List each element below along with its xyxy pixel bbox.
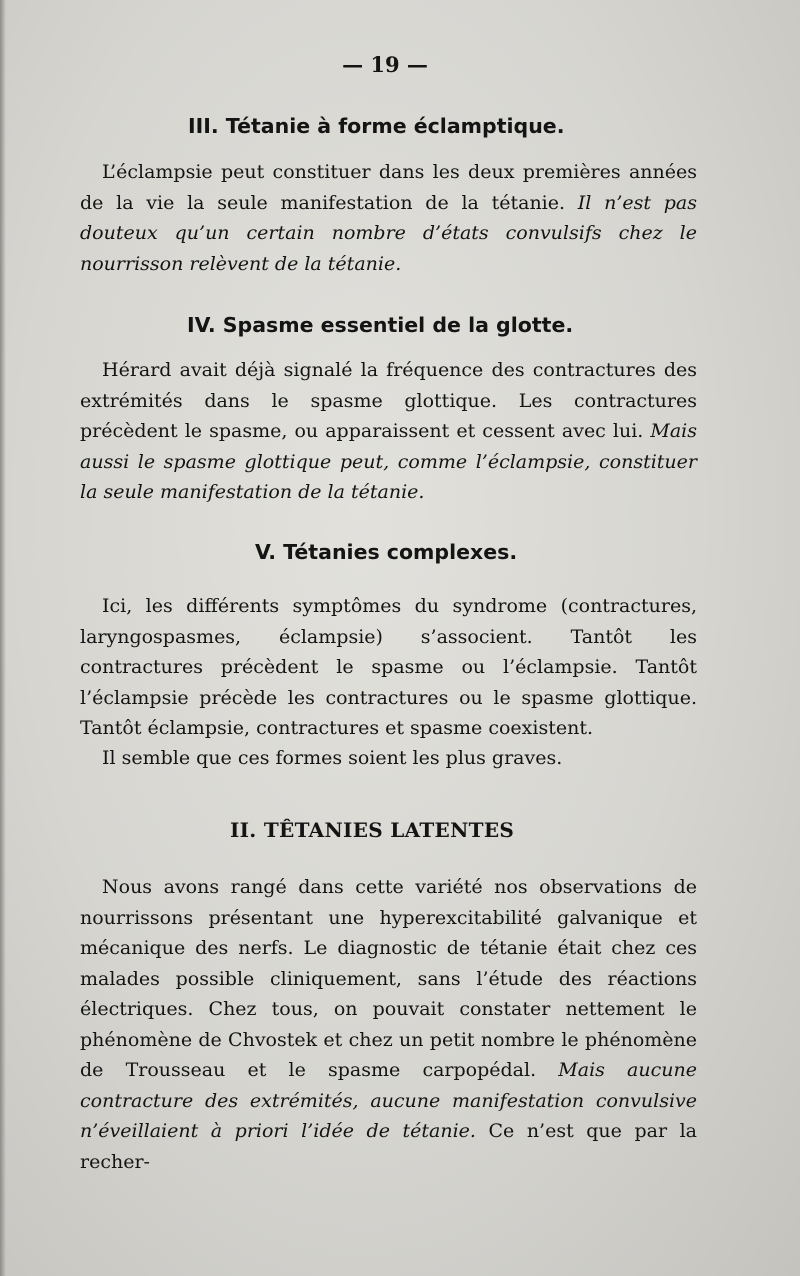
paragraph-iv-text: Hérard avait déjà signalé la fréquence des contractures des extrémités dans le spasme glottique. Les contractures précèdent le spasme, ou apparaissent et cessent avec lui. [80, 359, 697, 442]
page-number: — 19 — [342, 52, 428, 77]
paragraph-latent-italic: Mais aucune contracture des extrémités, aucune manifestation convulsive n’éveillaient à priori l’idée de tétanie. [80, 1059, 697, 1142]
paragraph-iii [80, 157, 697, 279]
major-section-heading: II. TÊTANIES LATENTES [230, 818, 515, 842]
paragraph-v-conclusion [80, 743, 697, 774]
paragraph-iii-italic: Il n’est pas douteux qu’un certain nombre d’états convulsifs chez le nourrisson relèvent de la tétanie. [80, 191, 697, 275]
paragraph-latent-text: Nous avons rangé dans cette variété nos observations de nourrissons présentant une hyperexcitabilité galvanique et mécanique des nerfs. Le diagnostic de tétanie était chez ces malades possible cliniquement, sans l’étude des réactions électriques. Chez tous, on pouvait constater nettement le phénomène de Chvostek et chez un petit nombre le phénomène de Trousseau et le spasme carpopédal. [80, 876, 697, 1081]
paragraph-iv-italic: Mais aussi le spasme glottique peut, comme l’éclampsie, constituer la seule manifestation de la tétanie. [80, 420, 697, 503]
paragraph-v [80, 591, 697, 744]
section-heading-iv: IV. Spasme essentiel de la glotte. [187, 313, 574, 337]
paragraph-iii-text: L’éclampsie peut constituer dans les deux premières années de la vie la seule manifestation de la tétanie. [80, 161, 697, 214]
paragraph-latent [80, 872, 697, 1177]
paragraph-iv [80, 355, 697, 508]
paragraph-v-text: Ici, les différents symptômes du syndrome (contractures, laryngospasmes, éclampsie) s’associent. Tantôt les contractures précèdent le spasme ou l’éclampsie. Tantôt l’éclampsie précède les contractures ou le spasme glottique. Tantôt éclampsie, contractures et spasme coexistent. [80, 595, 697, 739]
paragraph-v-conclusion-text: Il semble que ces formes soient les plus graves. [102, 747, 563, 769]
section-heading-iii: III. Tétanie à forme éclamptique. [188, 114, 565, 138]
paragraph-latent-tail: Ce n’est que par la recher- [80, 1120, 697, 1173]
section-heading-v: V. Tétanies complexes. [255, 540, 518, 564]
